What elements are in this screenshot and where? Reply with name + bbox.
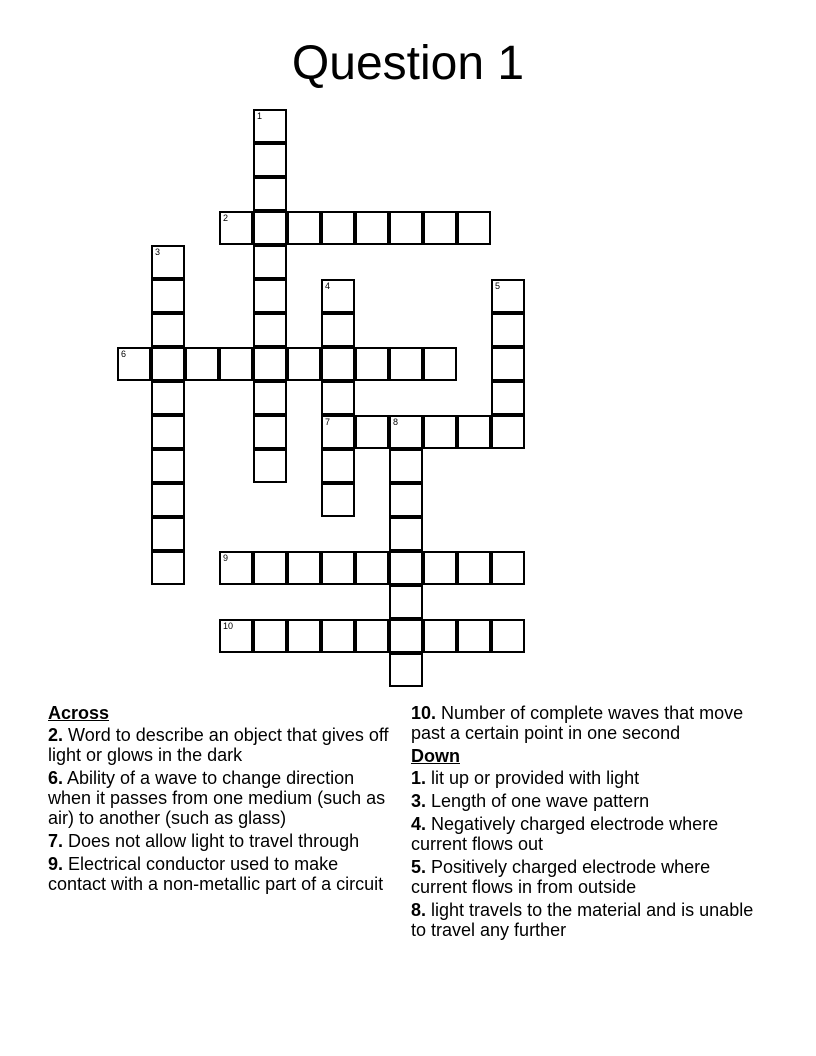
- grid-cell[interactable]: [151, 449, 185, 483]
- grid-cell[interactable]: [321, 551, 355, 585]
- grid-cell[interactable]: [219, 211, 253, 245]
- grid-cell[interactable]: [491, 619, 525, 653]
- clue-across-6: [48, 768, 398, 828]
- grid-cell[interactable]: [491, 381, 525, 415]
- grid-cell[interactable]: [253, 347, 287, 381]
- down-header: Down: [411, 746, 460, 766]
- grid-cell[interactable]: [253, 211, 287, 245]
- grid-cell[interactable]: [389, 449, 423, 483]
- grid-cell[interactable]: [491, 279, 525, 313]
- clue-down-1: [411, 768, 761, 788]
- grid-cell[interactable]: [321, 211, 355, 245]
- clue-text: Ability of a wave to change direction when it passes from one medium (such as air) to another (such as glass): [48, 768, 386, 828]
- grid-cell[interactable]: [151, 483, 185, 517]
- grid-cell[interactable]: [219, 619, 253, 653]
- grid-cell[interactable]: [321, 279, 355, 313]
- clue-across-9: [48, 854, 398, 894]
- clue-number: 4.: [411, 814, 427, 834]
- grid-cell[interactable]: [253, 415, 287, 449]
- grid-cell[interactable]: [389, 619, 423, 653]
- grid-cell[interactable]: [321, 449, 355, 483]
- grid-cell[interactable]: [355, 619, 389, 653]
- clue-number: 3.: [411, 791, 427, 811]
- grid-cell[interactable]: [253, 245, 287, 279]
- grid-cell[interactable]: [457, 551, 491, 585]
- grid-cell[interactable]: [321, 381, 355, 415]
- grid-cell[interactable]: [423, 619, 457, 653]
- grid-cell[interactable]: [151, 347, 185, 381]
- grid-cell[interactable]: [253, 143, 287, 177]
- clue-down-5: [411, 857, 761, 897]
- grid-cell[interactable]: [253, 619, 287, 653]
- clue-down-3: [411, 791, 761, 811]
- clue-number: 1.: [411, 768, 427, 788]
- clue-text: Positively charged electrode where current flows in from outside: [411, 857, 711, 897]
- grid-cell[interactable]: [355, 551, 389, 585]
- clue-number: 9.: [48, 854, 64, 874]
- grid-cell[interactable]: [253, 279, 287, 313]
- grid-cell[interactable]: [491, 551, 525, 585]
- grid-cell[interactable]: [253, 551, 287, 585]
- clues-left-column: [48, 703, 398, 897]
- clue-across-7: [48, 831, 398, 851]
- grid-cell[interactable]: [253, 177, 287, 211]
- grid-cell[interactable]: [389, 551, 423, 585]
- clue-number-label: 1: [257, 111, 263, 121]
- clue-number: 2.: [48, 725, 64, 745]
- grid-cell[interactable]: [287, 551, 321, 585]
- clue-number: 8.: [411, 900, 427, 920]
- clue-number-label: 10: [223, 621, 234, 631]
- clue-number: 7.: [48, 831, 64, 851]
- grid-cell[interactable]: [151, 313, 185, 347]
- grid-cell[interactable]: [151, 245, 185, 279]
- grid-cell[interactable]: [253, 109, 287, 143]
- grid-cell[interactable]: [253, 449, 287, 483]
- grid-cell[interactable]: [185, 347, 219, 381]
- clue-down-4: [411, 814, 761, 854]
- grid-cell[interactable]: [491, 347, 525, 381]
- grid-cell[interactable]: [389, 585, 423, 619]
- grid-cell[interactable]: [389, 517, 423, 551]
- clue-text: lit up or provided with light: [431, 768, 640, 788]
- clue-text: Electrical conductor used to make contact with a non-metallic part of a circuit: [48, 854, 384, 894]
- grid-cell[interactable]: [389, 347, 423, 381]
- across-header: Across: [48, 703, 110, 723]
- grid-cell[interactable]: [287, 347, 321, 381]
- grid-cell[interactable]: [389, 653, 423, 687]
- grid-cell[interactable]: [321, 347, 355, 381]
- clue-number: 5.: [411, 857, 427, 877]
- grid-cell[interactable]: [287, 211, 321, 245]
- clue-number-label: 3: [155, 247, 161, 257]
- grid-cell[interactable]: [423, 211, 457, 245]
- grid-cell[interactable]: [151, 517, 185, 551]
- grid-cell[interactable]: [253, 313, 287, 347]
- grid-cell[interactable]: [321, 313, 355, 347]
- grid-cell[interactable]: [151, 279, 185, 313]
- grid-cell[interactable]: [423, 347, 457, 381]
- grid-cell[interactable]: [491, 313, 525, 347]
- clue-text: Word to describe an object that gives off light or glows in the dark: [48, 725, 389, 765]
- grid-cell[interactable]: [423, 551, 457, 585]
- grid-cell[interactable]: [287, 619, 321, 653]
- grid-cell[interactable]: [389, 483, 423, 517]
- clue-number-label: 2: [223, 213, 229, 223]
- grid-cell[interactable]: [253, 381, 287, 415]
- clue-down-8: [411, 900, 761, 940]
- clue-text: Negatively charged electrode where current flows out: [411, 814, 719, 854]
- clue-across-10: [411, 703, 761, 743]
- grid-cell[interactable]: [151, 381, 185, 415]
- grid-cell[interactable]: [151, 551, 185, 585]
- grid-cell[interactable]: [423, 415, 457, 449]
- clue-number: 10.: [411, 703, 437, 723]
- grid-cell[interactable]: [355, 415, 389, 449]
- clue-text: Length of one wave pattern: [431, 791, 650, 811]
- grid-cell[interactable]: [457, 211, 491, 245]
- clue-number-label: 8: [393, 417, 399, 427]
- grid-cell[interactable]: [491, 415, 525, 449]
- grid-cell[interactable]: [457, 619, 491, 653]
- grid-cell[interactable]: [219, 551, 253, 585]
- grid-cell[interactable]: [219, 347, 253, 381]
- clue-number-label: 7: [325, 417, 331, 427]
- clue-text: light travels to the material and is unable to travel any further: [411, 900, 754, 940]
- grid-cell[interactable]: [389, 211, 423, 245]
- grid-cell[interactable]: [321, 619, 355, 653]
- grid-cell[interactable]: [355, 347, 389, 381]
- clue-across-2: [48, 725, 398, 765]
- grid-cell[interactable]: [355, 211, 389, 245]
- grid-cell[interactable]: [321, 483, 355, 517]
- grid-cell[interactable]: [151, 415, 185, 449]
- clue-number: 6.: [48, 768, 64, 788]
- clue-text: Number of complete waves that move past a certain point in one second: [411, 703, 744, 743]
- grid-cell[interactable]: [457, 415, 491, 449]
- clues-right-column: [411, 703, 761, 943]
- clue-number-label: 5: [495, 281, 501, 291]
- clue-number-label: 4: [325, 281, 331, 291]
- grid-cell[interactable]: [389, 415, 423, 449]
- page-title: Question 1: [291, 37, 525, 90]
- clue-text: Does not allow light to travel through: [68, 831, 360, 851]
- clue-number-label: 9: [223, 553, 229, 563]
- grid-cell[interactable]: [117, 347, 151, 381]
- clue-number-label: 6: [121, 349, 127, 359]
- grid-cell[interactable]: [321, 415, 355, 449]
